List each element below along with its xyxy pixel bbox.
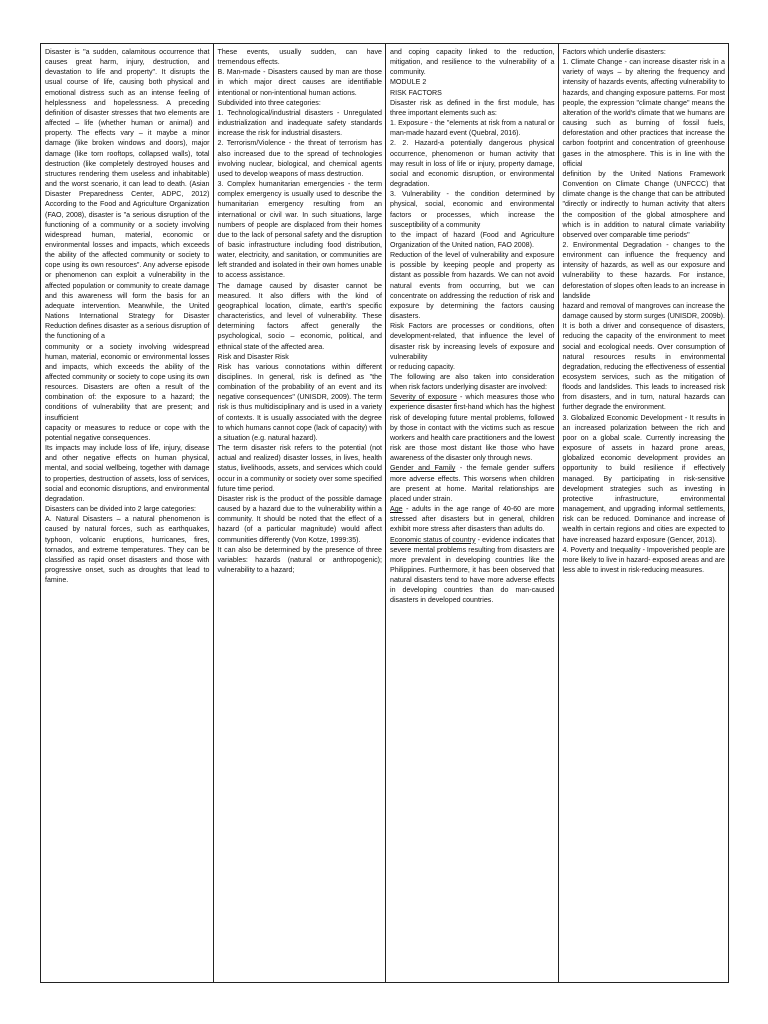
text-column-4 xyxy=(559,44,729,982)
paragraph: Subdivided into three categories: xyxy=(217,98,321,107)
paragraph: These events, usually sudden, can have tremendous effects. xyxy=(217,48,382,67)
paragraph: The damage caused by disaster cannot be measured. It also differs with the kind of geographical location, climate, earth's specific characteristics, and level of vulnerability. These determining factors affect generally the psychological, socio – economic, political, and ethnical state of the affected area. xyxy=(217,281,382,351)
paragraph: 1. Exposure - the "elements at risk from a natural or man-made hazard event (Quebral, 2016). xyxy=(390,119,555,138)
paragraph: 2. Environmental Degradation - changes to the environment can influence the frequency and intensity of hazards, as well as our exposure and vulnerability to these hazards. For instance, deforestation of slopes often leads to an increase in landslide xyxy=(562,240,725,300)
paragraph: 4. Poverty and Inequality - Impoverished people are more likely to live in hazard- exposed areas and are less able to invest in risk-reducing measures. xyxy=(562,545,725,574)
paragraph: Age - adults in the age range of 40-60 are more stressed after disasters but in general, children exhibit more stress after disasters than adults do. xyxy=(390,505,555,534)
paragraph: to the impact of hazard (Food and Agriculture Organization of the United nation, FAO 2008). xyxy=(390,230,555,249)
paragraph: hazard and removal of mangroves can increase the damage caused by storm surges (UNISDR, 2009b). It is both a driver and consequence of disasters, reducing the capacity of the environment to meet social and ecological needs. Over consumption of natural resources results in environmental degradation, reducing the effectiveness of essential ecosystem services, such as the mitigation of floods and landslides. This leads to increased risk from disasters, and in turn, natural hazards can further degrade the environment. xyxy=(562,301,725,412)
paragraph: Economic status of country - evidence indicates that severe mental problems resulting from disasters are more prevalent in developing countries like the Philippines. Furthermore, it has been observed that natural disasters tend to have more adverse effects in developing countries than do man-caused disasters in developed countries. xyxy=(390,535,555,605)
text-column-2 xyxy=(214,44,387,982)
paragraph: Disaster risk is the product of the possible damage caused by a hazard due to the vulnerability within a community. It should be noted that the effect of a hazard (of a particular magnitude) would affect communities differently (Von Kotze, 1999:35). xyxy=(217,494,382,544)
paragraph: It can also be determined by the presence of three variables: hazards (natural or anthropogenic); vulnerability to a hazard; xyxy=(217,545,382,574)
paragraph: community or a society involving widespread human, material, economic or environmental losses and impacts, which exceeds the ability of the affected community or society to cope using its own resources. Disasters are often a result of the combination of: the exposure to a hazard; the conditions of vulnerability that are present; and insufficient xyxy=(45,342,210,422)
paragraph: 3. Complex humanitarian emergencies - the term complex emergency is usually used to describe the humanitarian emergency resulting from an international or civil war. In such situations, large numbers of people are displaced from their homes due to the lack of personal safety and the disruption of basic infrastructure including food distribution, water, electricity, and sanitation, or communities are left stranded and isolated in their own homes unable to access assistance. xyxy=(217,180,382,280)
paragraph: Disaster is "a sudden, calamitous occurrence that causes great harm, injury, destruction, and devastation to life and property". It disrupts the usual course of life, causing both physical and emotional distress such as an intense feeling of helplessness and hopelessness. A preceding definition of disaster stresses that two elements are affected – life (whether human or animal) and property. The effects vary – it maybe a minor damage (like broken windows and doors), major damage (like torn rooftops, collapsed walls), total destruction (like completely destroyed houses and structures rendering them useless and inhabitable) and the worst scenario, it can lead to death. (Asian Disaster Preparedness Center, ADPC, 2012) According to the Food and Agriculture Organization (FAO, 2008), disaster is "a serious disruption of the functioning of a community or a society involving widespread human, material, economic or environmental losses and impacts, which exceeds the ability of the affected community or society to cope using its own resources". Any adverse episode or phenomenon can exploit a vulnerability in the affected population or community to create damage and this awareness will form the basis for an adequate intervention. Meanwhile, the United Nations International Strategy for Disaster Reduction defines disaster as a serious disruption of the functioning of a xyxy=(45,48,210,341)
text-column-1 xyxy=(41,44,214,982)
text-column-3 xyxy=(386,44,559,982)
paragraph: Gender and Family - the female gender suffers more adverse effects. This worsens when children are present at home. Marital relationships are placed under strain. xyxy=(390,464,555,503)
paragraph: definition by the United Nations Framework Convention on Climate Change (UNFCCC) that climate change is the change that can be attributed "directly or indirectly to human activity that alters the composition of the global atmosphere and which is in addition to natural climate variability observed over comparable time periods" xyxy=(562,169,725,239)
paragraph: Severity of exposure - which measures those who experience disaster first-hand which has the highest risk of developing future mental problems, followed by those in contact with the victims such as rescue workers and health care practitioners and the lowest risk are those most distant like those who have awareness of the disaster only through news. xyxy=(390,393,555,463)
paragraph: A. Natural Disasters – a natural phenomenon is caused by natural forces, such as earthquakes, typhoon, volcanic eruptions, hurricanes, fires, tornados, and extreme temperatures. They can be classified as rapid onset disasters and those with progressive onset, such as droughts that lead to famine. xyxy=(45,515,210,585)
paragraph: B. Man-made - Disasters caused by man are those in which major direct causes are identifiable intentional or non-intentional human actions. xyxy=(217,68,382,97)
paragraph: 1. Climate Change - can increase disaster risk in a variety of ways – by altering the frequency and intensity of hazards events, affecting vulnerability to hazards, and changing exposure patterns. For most people, the expression "climate change" means the alteration of the world's climate that we humans are causing such as burning of fossil fuels, deforestation and other practices that increase the carbon footprint and concentration of greenhouse gases in the atmosphere. This is in line with the official xyxy=(562,58,725,168)
paragraph: Risk has various connotations within different disciplines. In general, risk is defined as "the combination of the probability of an event and its negative consequences" (UNISDR, 2009). The term risk is thus multidisciplinary and is used in a variety of contexts. It is usually associated with the degree to which humans cannot cope (lack of capacity) with a situation (e.g. natural hazard). xyxy=(217,362,382,442)
paragraph: 3. Vulnerability - the condition determined by physical, social, economic and environmental factors or processes, which increase the susceptibility of a community xyxy=(390,190,555,229)
paragraph: 2. Terrorism/Violence - the threat of terrorism has also increased due to the spread of technologies involving nuclear, biological, and chemical agents used to develop weapons of mass destruction. xyxy=(217,139,382,178)
paragraph: capacity or measures to reduce or cope with the potential negative consequences. xyxy=(45,423,210,442)
paragraph: 1. Technological/industrial disasters - Unregulated industrialization and inadequate safety standards increase the risk for industrial disasters. xyxy=(217,108,382,138)
paragraph: Risk Factors are processes or conditions, often development-related, that influence the level of disaster risk by increasing levels of exposure and vulnerability xyxy=(390,322,555,361)
paragraph: Its impacts may include loss of life, injury, disease and other negative effects on human physical, mental, and social wellbeing, together with damage to properties, destruction of assets, loss of services, social and economic disruptions, and environmental degradation. xyxy=(45,444,210,503)
paragraph: 2. 2. Hazard-a potentially dangerous physical occurrence, phenomenon or human activity that may result in loss of life or injury, property damage, social and economic disruption, or environmental degradation. xyxy=(390,139,555,189)
paragraph: 3. Globalized Economic Development - It results in an increased polarization between the rich and poor on a global scale. Currently increasing the exposure of assets in hazard prone areas, globalized economic development provides an opportunity to build resilience if effectively managed. By participating in risk-sensitive development strategies such as investing in protective infrastructure, environmental management, and upgrading informal settlements, risk can be reduced. Dominance and increase of wealth in certain regions and cities are expected to have increased hazard exposure (Gencer, 2013). xyxy=(562,413,725,544)
document-page xyxy=(40,43,729,983)
section-heading: RISK FACTORS xyxy=(390,88,442,97)
paragraph: Disasters can be divided into 2 large categories: xyxy=(45,505,197,514)
paragraph: Factors which underlie disasters: xyxy=(562,48,666,56)
paragraph: and coping capacity linked to the reduction, mitigation, and resilience to the vulnerability of a community. xyxy=(390,48,555,77)
paragraph: The term disaster risk refers to the potential (not actual and realized) disaster losses, in lives, health status, livelihoods, assets, and services which could occur in a community or society over some specified future time period. xyxy=(217,444,382,493)
paragraph: or reducing capacity. xyxy=(390,362,455,371)
paragraph: The following are also taken into consideration when risk factors underlying disaster are involved: xyxy=(390,373,555,392)
paragraph: Reduction of the level of vulnerability and exposure is possible by keeping people and property as distant as possible from hazards. We can not avoid natural events from occurring, but we can concentrate on addressing the reduction of risk and exposure by determining the factors causing disasters. xyxy=(390,251,555,321)
paragraph: Disaster risk as defined in the first module, has three important elements such as: xyxy=(390,98,555,117)
section-heading: Risk and Disaster Risk xyxy=(217,352,289,361)
module-heading: MODULE 2 xyxy=(390,78,427,87)
